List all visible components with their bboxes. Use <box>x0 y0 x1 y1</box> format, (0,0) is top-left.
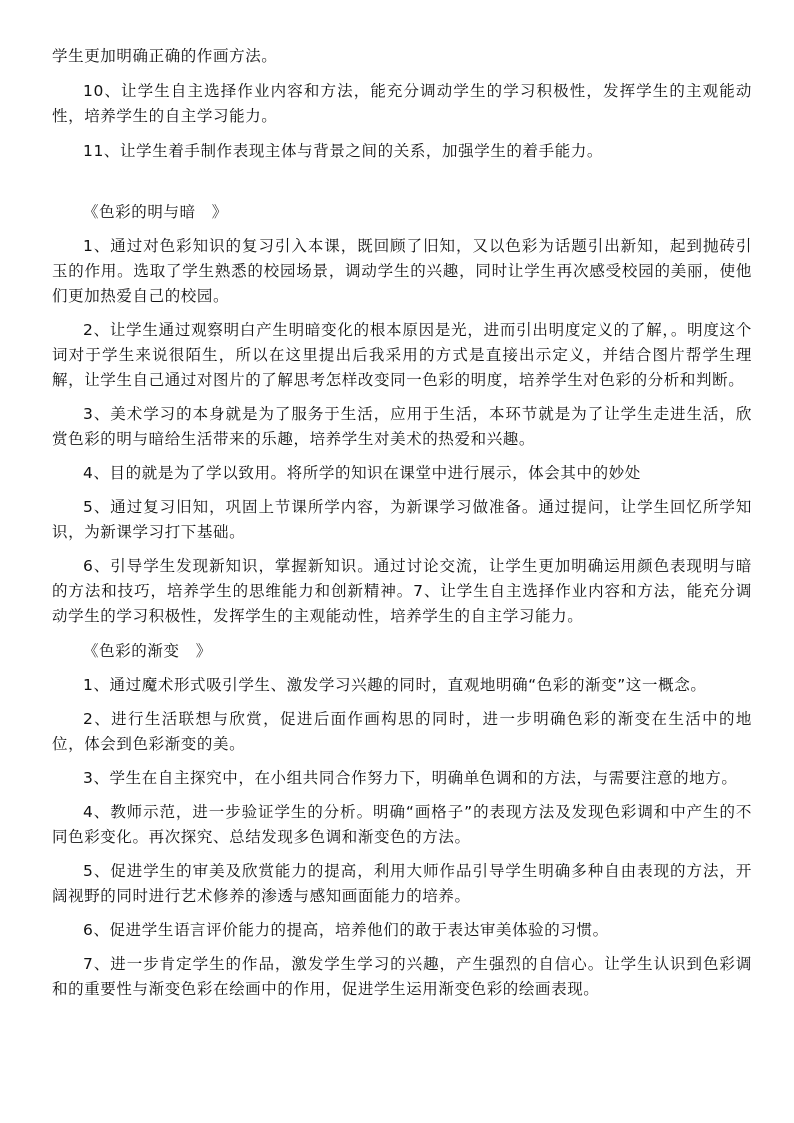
section1-item-4: 4、目的就是为了学以致用。将所学的知识在课堂中进行展示，体会其中的妙处 <box>83 464 641 482</box>
section1-item-1: 1、通过对色彩知识的复习引入本课，既回顾了旧知，又以色彩为话题引出新知，起到抛砖引玉的作用。选取了学生熟悉的校园场景，调动学生的兴趣，同时让学生再次感受校园的美丽，使他们更加热爱自己的校园。 <box>52 237 752 305</box>
section1-item-6: 6、引导学生发现新知识，掌握新知识。通过讨论交流，让学生更加明确运用颜色表现明与暗的方法和技巧，培养学生的思维能力和创新精神。7、让学生自主选择作业内容和方法，能充分调动学生的学习积极性，发挥学生的主观能动性，培养学生的自主学习能力。 <box>52 557 752 625</box>
section-title-gradient: 《色彩的渐变 》 <box>83 642 212 660</box>
section2-item-6: 6、促进学生语言评价能力的提高，培养他们的敢于表达审美体验的习惯。 <box>83 921 609 939</box>
section2-item-7: 7、进一步肯定学生的作品，激发学生学习的兴趣，产生强烈的自信心。让学生认识到色彩调和的重要性与渐变色彩在绘画中的作用，促进学生运用渐变色彩的绘画表现。 <box>52 955 752 998</box>
section2-item-3: 3、学生在自主探究中，在小组共同合作努力下，明确单色调和的方法，与需要注意的地方。 <box>83 769 738 787</box>
section2-item-5: 5、促进学生的审美及欣赏能力的提高，利用大师作品引导学生明确多种自由表现的方法，开阔视野的同时进行艺术修养的渗透与感知画面能力的培养。 <box>52 862 752 905</box>
intro-item-10: 10、让学生自主选择作业内容和方法，能充分调动学生的学习积极性，发挥学生的主观能动性，培养学生的自主学习能力。 <box>52 82 752 125</box>
intro-continuation: 学生更加明确正确的作画方法。 <box>52 47 278 65</box>
section-title-light-dark: 《色彩的明与暗 》 <box>83 203 228 221</box>
section1-item-5: 5、通过复习旧知，巩固上节课所学内容，为新课学习做准备。通过提问，让学生回忆所学知识，为新课学习打下基础。 <box>52 498 752 541</box>
document-page <box>52 44 752 1002</box>
section2-item-2: 2、进行生活联想与欣赏，促进后面作画构思的同时，进一步明确色彩的渐变在生活中的地位，体会到色彩渐变的美。 <box>52 710 752 753</box>
section1-item-2: 2、让学生通过观察明白产生明暗变化的根本原因是光，进而引出明度定义的了解，。明度这个词对于学生来说很陌生，所以在这里提出后我采用的方式是直接出示定义，并结合图片帮学生理解，让学生自己通过对图片的了解思考怎样改变同一色彩的明度，培养学生对色彩的分析和判断。 <box>52 321 752 389</box>
section2-item-4: 4、教师示范，进一步验证学生的分析。明确“画格子”的表现方法及发现色彩调和中产生的不同色彩变化。再次探究、总结发现多色调和渐变色的方法。 <box>52 803 752 846</box>
section2-item-1: 1、通过魔术形式吸引学生、激发学习兴趣的同时，直观地明确“色彩的渐变”这一概念。 <box>83 676 707 694</box>
intro-item-11: 11、让学生着手制作表现主体与背景之间的关系，加强学生的着手能力。 <box>83 142 604 160</box>
section1-item-3: 3、美术学习的本身就是为了服务于生活，应用于生活，本环节就是为了让学生走进生活，欣赏色彩的明与暗给生活带来的乐趣，培养学生对美术的热爱和兴趣。 <box>52 405 752 448</box>
